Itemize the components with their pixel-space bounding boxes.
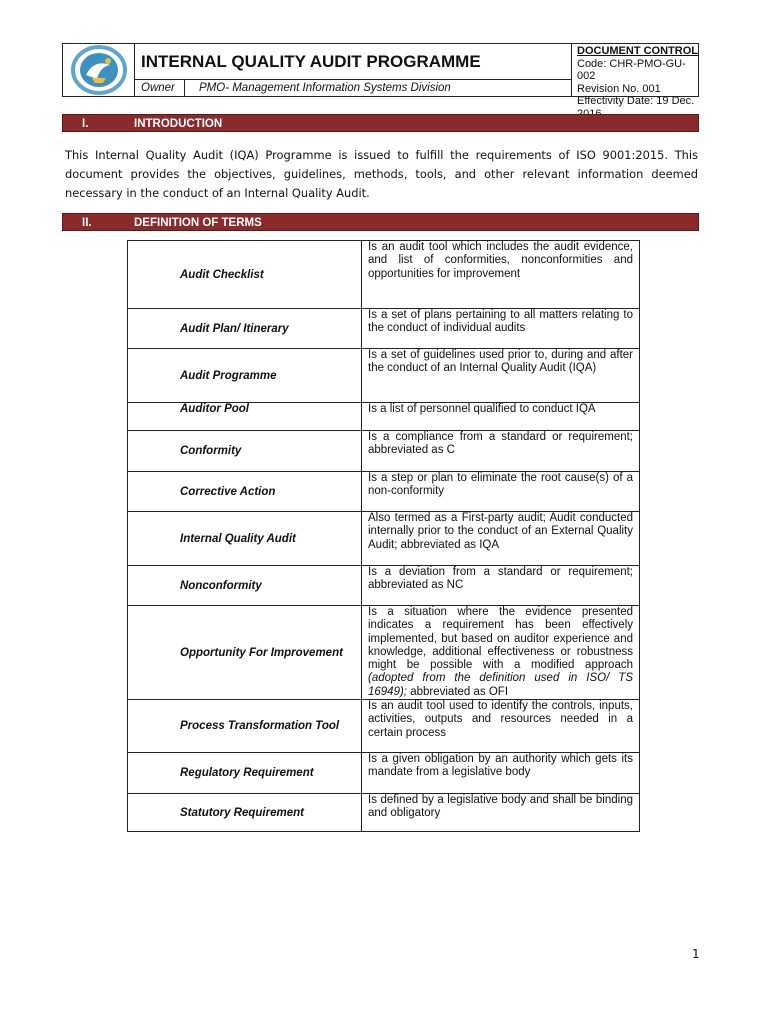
term-cell: Opportunity For Improvement [128,606,362,700]
term-cell: Statutory Requirement [128,794,362,832]
definition-cell: Is an audit tool used to identify the controls, inputs, activities, outputs and resources needed in a certain process [362,700,640,753]
definition-text: Is a situation where the evidence presented indicates a requirement has been effectively implemented, but based on auditor experience and knowledge, additional effectiveness or robustness might be possible with a modified approach [368,606,633,672]
definition-cell: Is defined by a legislative body and shall be binding and obligatory [362,794,640,832]
table-row [128,403,640,431]
document-title: INTERNAL QUALITY AUDIT PROGRAMME [135,44,572,80]
table-row [128,606,640,700]
section-title: INTRODUCTION [134,118,223,130]
term-cell: Internal Quality Audit [128,512,362,566]
definition-cell: Is a deviation from a standard or requirement; abbreviated as NC [362,566,640,606]
page-number: 1 [692,947,700,961]
definition-cell: Is a list of personnel qualified to conduct IQA [362,403,640,431]
term-cell: Audit Plan/ Itinerary [128,309,362,349]
document-code: Code: CHR-PMO-GU-002 [577,57,686,82]
term-cell: Corrective Action [128,472,362,512]
definition-cell: Is a given obligation by an authority which gets its mandate from a legislative body [362,753,640,794]
term-cell: Nonconformity [128,566,362,606]
definition-cell [362,606,640,700]
term-cell: Conformity [128,431,362,472]
table-row [128,431,640,472]
term-cell: Audit Checklist [128,241,362,309]
definition-tail: abbreviated as OFI [410,685,509,698]
table-row [128,794,640,832]
owner-value: PMO- Management Information Systems Division [185,80,572,96]
term-cell: Regulatory Requirement [128,753,362,794]
logo-cell [63,44,135,96]
section-title: DEFINITION OF TERMS [134,217,262,229]
term-cell: Auditor Pool [128,403,362,431]
definition-cell: Is an audit tool which includes the audit evidence, and list of conformities, nonconformities and opportunities for improvement [362,241,640,309]
document-control-block [572,44,698,107]
table-row [128,566,640,606]
section-number: II. [82,217,92,229]
document-control-title: DOCUMENT CONTROL [577,45,698,57]
introduction-paragraph: This Internal Quality Audit (IQA) Programme is issued to fulfill the requirements of ISO 9001:2015. This document provides the objectives, guidelines, methods, tools, and other relevant information deemed necessary in the conduct of an Internal Quality Audit. [65,148,698,200]
table-row [128,512,640,566]
table-row [128,753,640,794]
agency-seal-logo [70,45,128,95]
definition-cell: Is a set of guidelines used prior to, during and after the conduct of an Internal Quality Audit (IQA) [362,349,640,403]
term-cell: Audit Programme [128,349,362,403]
term-cell: Process Transformation Tool [128,700,362,753]
section-bar-definitions [62,213,699,231]
definition-cell: Is a set of plans pertaining to all matters relating to the conduct of individual audits [362,309,640,349]
definition-of-terms-table [127,240,640,832]
table-row [128,349,640,403]
owner-label: Owner [135,80,185,96]
section-bar-introduction [62,114,699,132]
definition-cell: Is a compliance from a standard or requirement; abbreviated as C [362,431,640,472]
table-row [128,309,640,349]
table-row [128,700,640,753]
table-row [128,241,640,309]
document-header [62,43,699,107]
definition-cell: Also termed as a First-party audit; Audit conducted internally prior to the conduct of an External Quality Audit; abbreviated as IQA [362,512,640,566]
effectivity-date: Effectivity Date: 19 Dec. [577,95,695,107]
revision-number: Revision No. 001 [577,82,661,95]
table-row [128,472,640,512]
definition-italic-note: (adopted from the definition used in ISO/ TS 16949); [368,672,633,698]
section-number: I. [82,118,89,130]
definition-cell: Is a step or plan to eliminate the root cause(s) of a non-conformity [362,472,640,512]
